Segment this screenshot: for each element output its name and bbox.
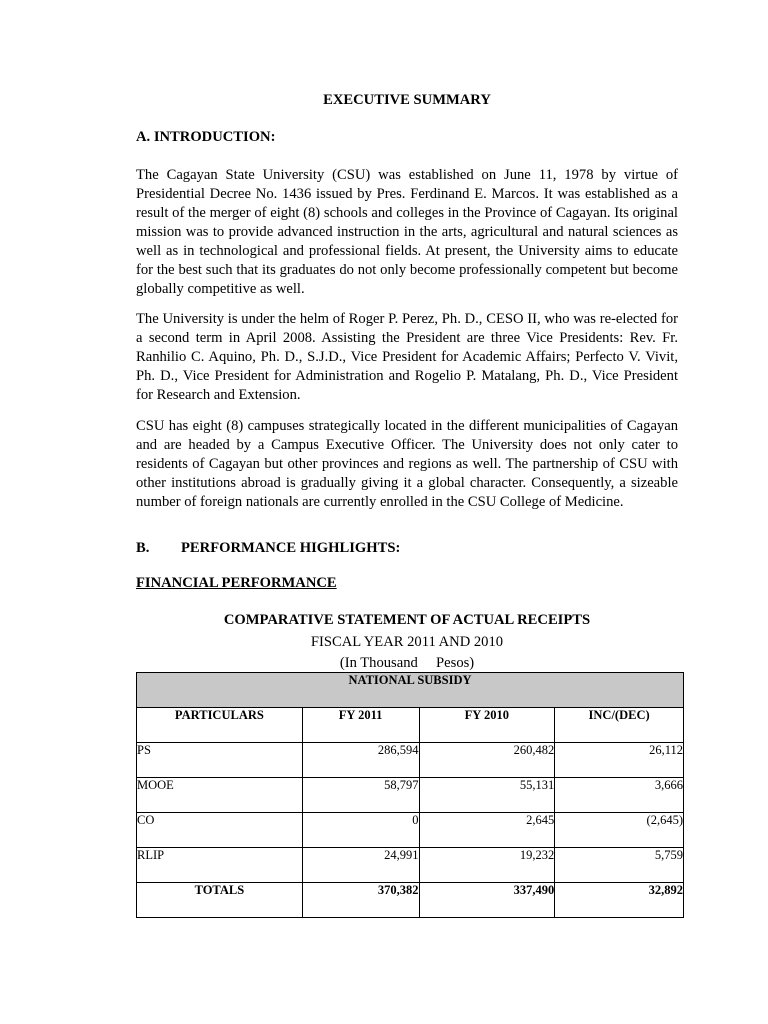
row-label: CO — [137, 813, 303, 848]
section-b-heading — [136, 540, 400, 557]
section-a-heading: A. INTRODUCTION: — [136, 129, 276, 145]
column-header-particulars: PARTICULARS — [137, 708, 303, 743]
cell-incdec: 5,759 — [555, 848, 684, 883]
intro-paragraph-1: The Cagayan State University (CSU) was established on June 11, 1978 by virtue of Presidential Decree No. 1436 issued by Pres. Ferdinand E. Marcos. It was established as a result of the merger of eight (8) schools and colleges in the Province of Cagayan. Its original mission was to provide advanced instruction in the arts, agricultural and natural sciences as well as in technological and professional fields. At present, the University aims to educate for the best such that its graduates do not only become professionally competent but become globally competitive as well. — [136, 167, 678, 297]
total-incdec: 32,892 — [555, 883, 684, 918]
cell-fy2010: 55,131 — [419, 778, 555, 813]
table-row — [137, 848, 684, 883]
row-label: RLIP — [137, 848, 303, 883]
cell-incdec: (2,645) — [555, 813, 684, 848]
table-group-header-row — [137, 673, 684, 708]
table-column-header-row — [137, 708, 684, 743]
intro-paragraph-2: The University is under the helm of Roger P. Perez, Ph. D., CESO II, who was re-elected for a second term in April 2008. Assisting the President are three Vice Presidents: Rev. Fr. Ranhilio C. Aquino, Ph. D., S.J.D., Vice President for Academic Affairs; Perfecto V. Vivit, Ph. D., Vice President for Administration and Rogelio P. Matalang, Ph. D., Vice President for Research and Extension. — [136, 311, 678, 403]
cell-incdec: 3,666 — [555, 778, 684, 813]
cell-fy2011: 286,594 — [302, 743, 419, 778]
receipts-table — [136, 672, 684, 918]
total-fy2010: 337,490 — [419, 883, 555, 918]
document-title: EXECUTIVE SUMMARY — [323, 92, 491, 108]
table-row — [137, 778, 684, 813]
cell-fy2010: 19,232 — [419, 848, 555, 883]
row-label: MOOE — [137, 778, 303, 813]
row-label: PS — [137, 743, 303, 778]
cell-fy2011: 24,991 — [302, 848, 419, 883]
section-b-title: PERFORMANCE HIGHLIGHTS: — [181, 540, 401, 556]
cell-incdec: 26,112 — [555, 743, 684, 778]
column-header-fy2010: FY 2010 — [419, 708, 555, 743]
section-b-letter: B. — [136, 540, 150, 556]
table-row — [137, 743, 684, 778]
column-header-fy2011: FY 2011 — [302, 708, 419, 743]
table-unit: (In Thousand Pesos) — [339, 655, 475, 671]
table-totals-row — [137, 883, 684, 918]
cell-fy2010: 2,645 — [419, 813, 555, 848]
group-header: NATIONAL SUBSIDY — [137, 673, 684, 708]
intro-paragraph-3: CSU has eight (8) campuses strategically located in the different municipalities of Cagayan and are headed by a Campus Executive Officer. The University does not only cater to residents of Cagayan but other provinces and regions as well. The partnership of CSU with other institutions abroad is gradually giving it a global character. Consequently, a sizeable number of foreign nationals are currently enrolled in the CSU College of Medicine. — [136, 418, 678, 510]
total-fy2011: 370,382 — [302, 883, 419, 918]
totals-label: TOTALS — [137, 883, 303, 918]
column-header-incdec: INC/(DEC) — [555, 708, 684, 743]
table-subtitle: FISCAL YEAR 2011 AND 2010 — [310, 634, 504, 650]
cell-fy2010: 260,482 — [419, 743, 555, 778]
cell-fy2011: 58,797 — [302, 778, 419, 813]
table-row — [137, 813, 684, 848]
table-title: COMPARATIVE STATEMENT OF ACTUAL RECEIPTS — [223, 612, 591, 628]
cell-fy2011: 0 — [302, 813, 419, 848]
financial-performance-heading: FINANCIAL PERFORMANCE — [136, 575, 337, 591]
